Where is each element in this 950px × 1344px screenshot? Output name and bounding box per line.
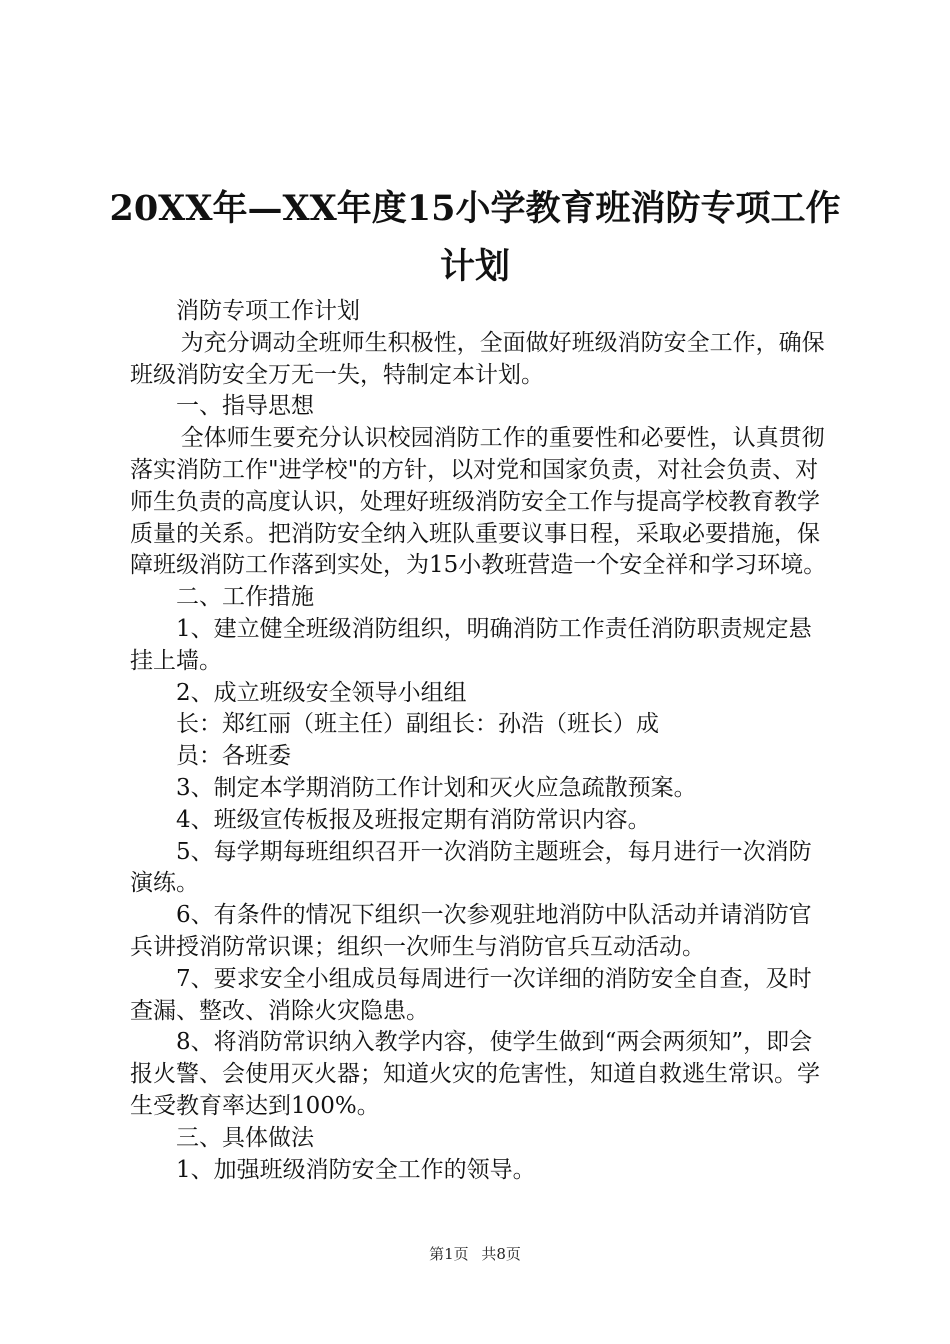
paragraph-intro: 为充分调动全班师生积极性，全面做好班级消防安全工作，确保班级消防安全万无一失，特制定本计划。 [130, 329, 825, 388]
measure-item-4: 4、班级宣传板报及班报定期有消防常识内容。 [176, 806, 651, 833]
page-footer [0, 1243, 950, 1264]
measure-item-2: 2、成立班级安全领导小组组 [176, 679, 467, 706]
measure-item-8: 8、将消防常识纳入教学内容，使学生做到“两会两须知”，即会报火警、会使用灭火器；知道火灾的危害性，知道自救逃生常识。学生受教育率达到100%。 [130, 1029, 820, 1119]
measure-item-6: 6、有条件的情况下组织一次参观驻地消防中队活动并请消防官兵讲授消防常识课；组织一次师生与消防官兵互动活动。 [130, 902, 812, 960]
measure-item-1: 1、建立健全班级消防组织，明确消防工作责任消防职责规定悬挂上墙。 [130, 615, 812, 674]
section-heading-3: 三、具体做法 [176, 1124, 314, 1151]
paragraph-subtitle: 消防专项工作计划 [176, 298, 360, 324]
title-line-2: 计划 [439, 246, 510, 287]
page-number: 第1页 [429, 1245, 469, 1263]
page-total: 共8页 [481, 1245, 521, 1263]
measure-item-5: 5、每学期每班组织召开一次消防主题班会，每月进行一次消防演练。 [130, 838, 812, 897]
paragraph-guiding: 全体师生要充分认识校园消防工作的重要性和必要性，认真贯彻落实消防工作"进学校"的方针，以对党和国家负责，对社会负责、对师生负责的高度认识，处理好班级消防安全工作与提高学校教育教学质量的关系。把消防安全纳入班队重要议事日程，采取必要措施，保障班级消防工作落到实处，为15小教班营造一个安全祥和学习环境。 [130, 425, 827, 579]
measure-item-7: 7、要求安全小组成员每周进行一次详细的消防安全自查，及时查漏、整改、消除火灾隐患。 [130, 965, 812, 1024]
measure-item-2-members: 员：各班委 [176, 743, 291, 770]
section-heading-2: 二、工作措施 [176, 584, 314, 611]
document-body [130, 296, 830, 1186]
section-heading-1: 一、指导思想 [176, 393, 314, 420]
practice-item-1: 1、加强班级消防安全工作的领导。 [176, 1156, 536, 1183]
measure-item-2-leader: 长：郑红丽（班主任）副组长：孙浩（班长）成 [176, 711, 659, 738]
measure-item-3: 3、制定本学期消防工作计划和灭火应急疏散预案。 [176, 774, 697, 801]
title-line-1: 20XX年—XX年度15小学教育班消防专项工作 [109, 188, 841, 229]
document-title [100, 186, 850, 290]
